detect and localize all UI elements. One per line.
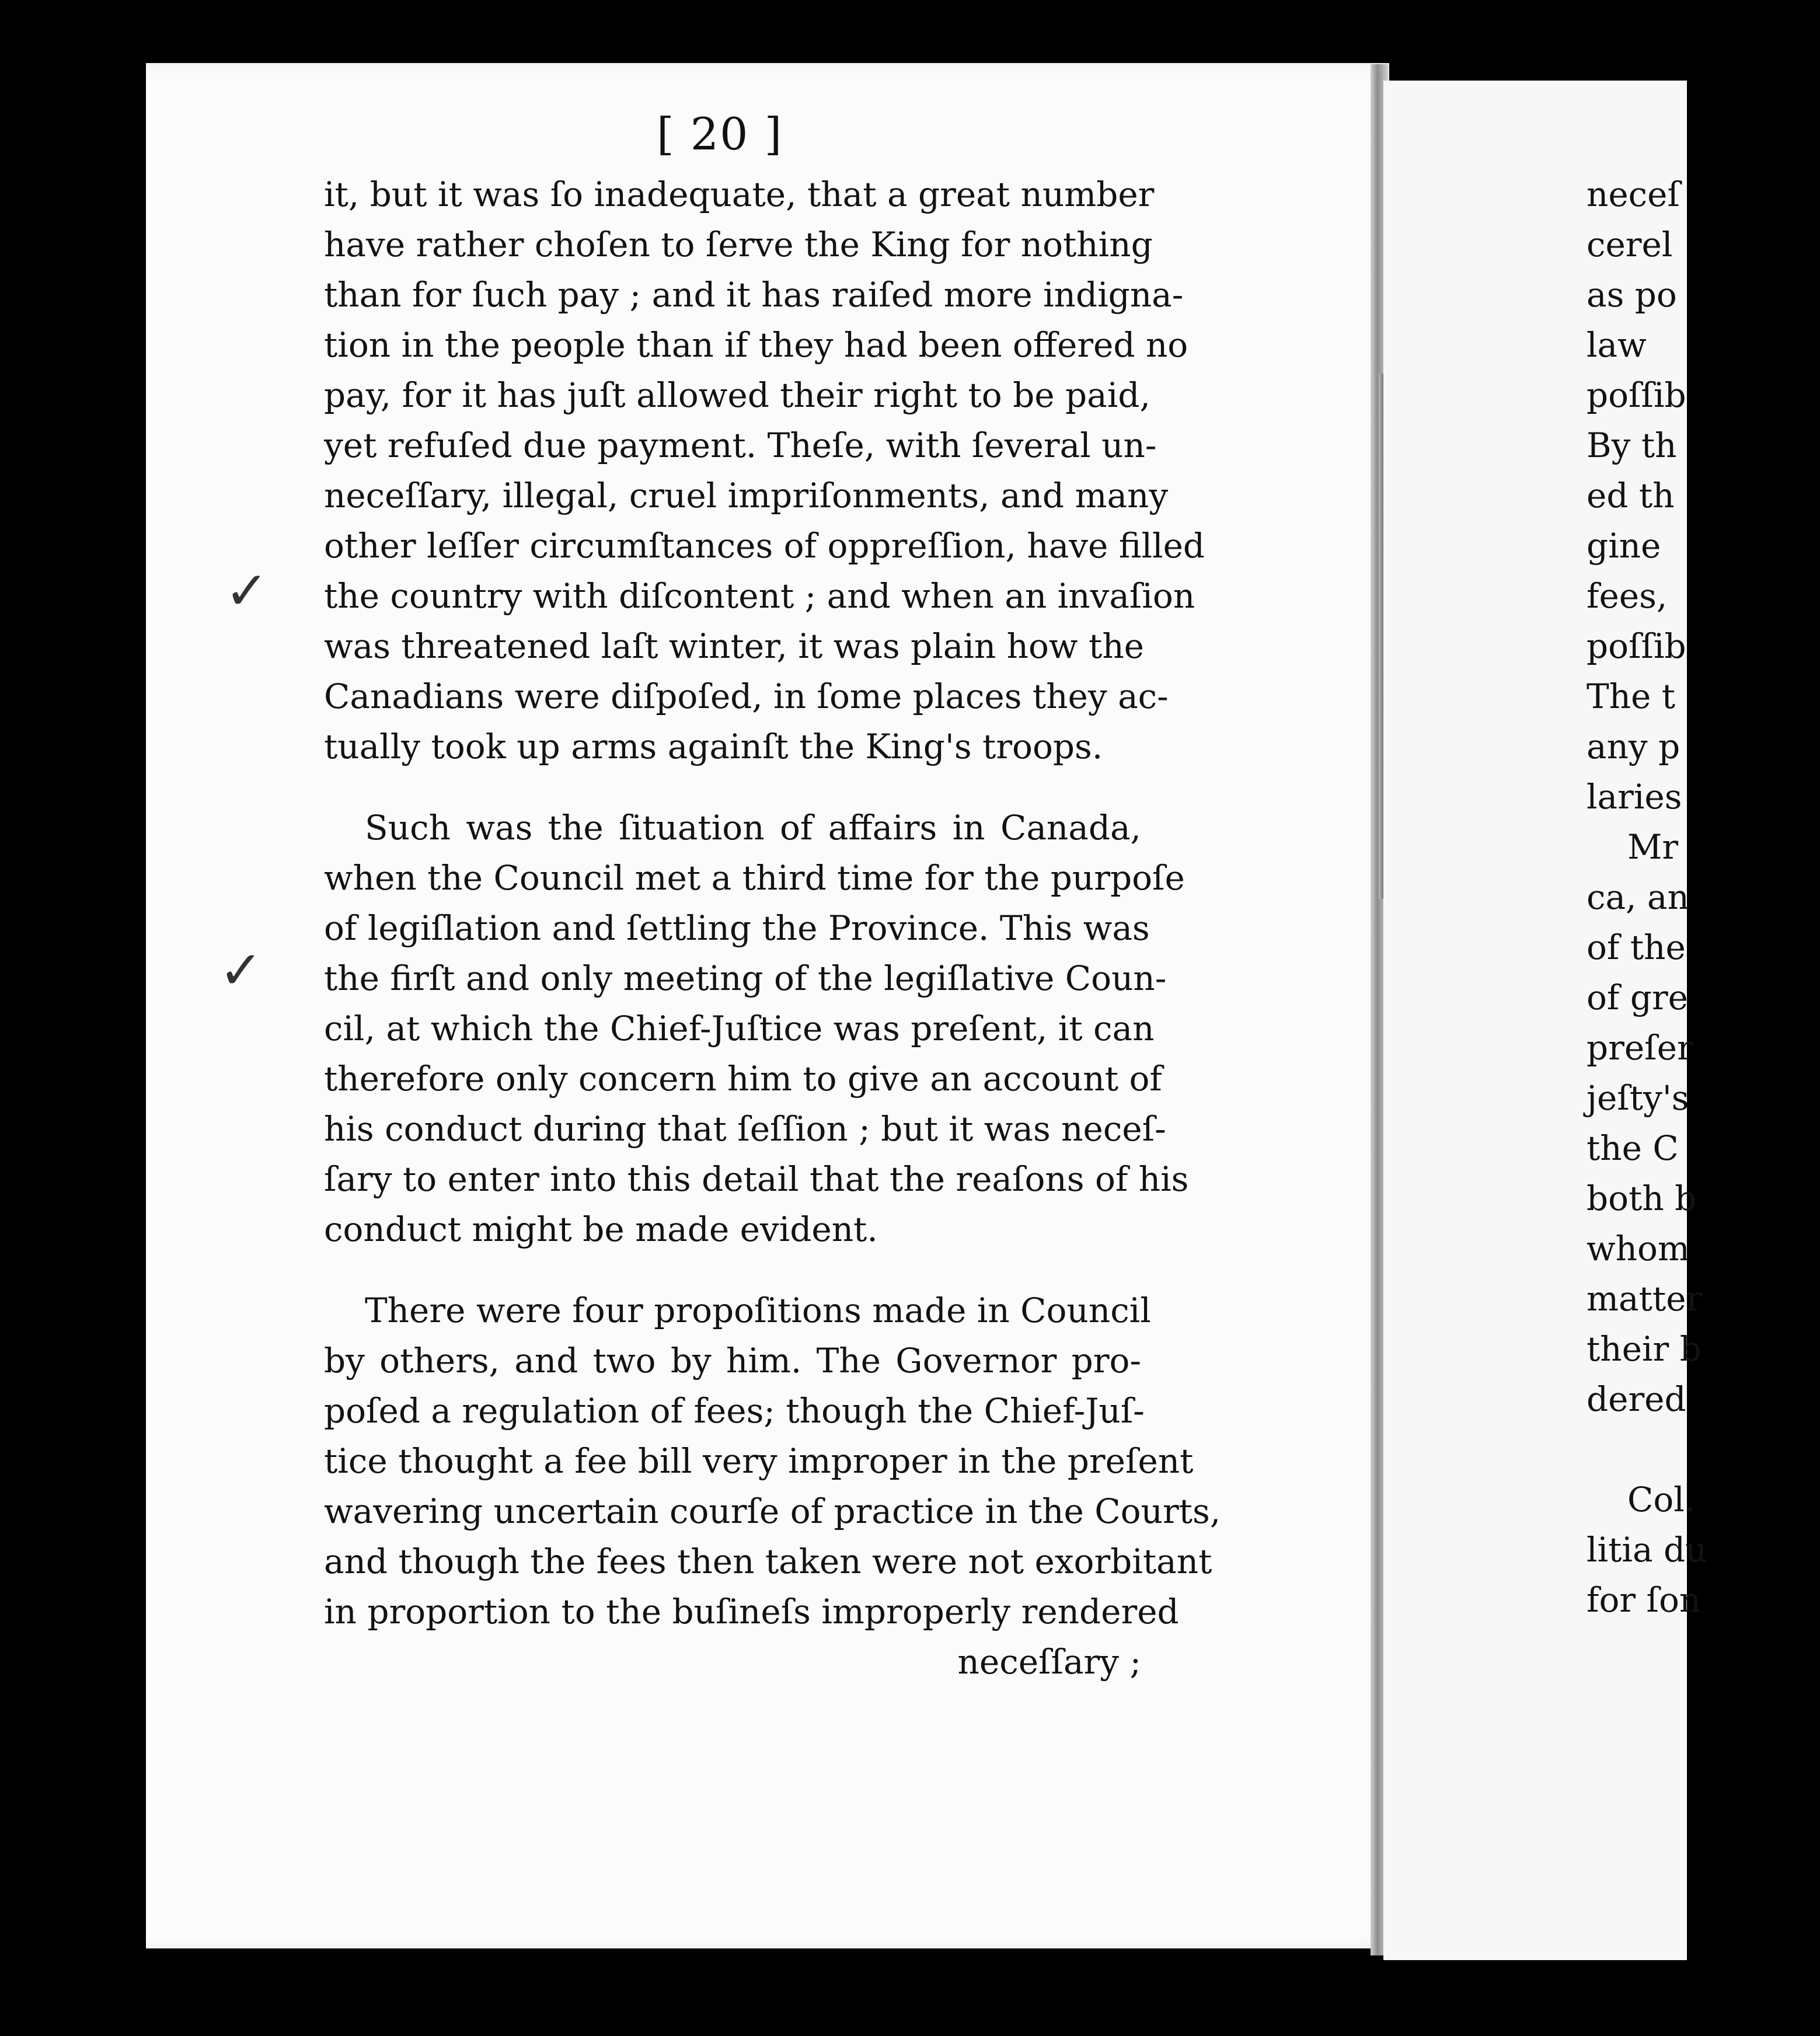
text-line: poſed a regulation of fees; though the Chief-Juſ- [324, 1391, 1145, 1431]
text-line: of gre [1587, 978, 1688, 1017]
text-line: preſer [1587, 1028, 1693, 1068]
text-line: Such was the ſituation of affairs in Canada, [365, 808, 1141, 848]
text-line: of the [1587, 928, 1686, 967]
text-line: the country with diſcontent ; and when an invaſion [324, 576, 1195, 616]
text-line: cil, at which the Chief-Juſtice was preſent, it can [324, 1009, 1155, 1048]
text-line: litia du [1587, 1530, 1707, 1570]
text-line [1587, 1424, 1820, 1474]
text-line: cerel [1587, 225, 1673, 264]
text-line: their b [1587, 1329, 1702, 1369]
text-line: the firſt and only meeting of the legiſlative Coun- [324, 958, 1167, 998]
text-line: The t [1587, 677, 1676, 716]
text-line: There were four propoſitions made in Council [365, 1291, 1151, 1330]
text-line: neceſ [1587, 175, 1680, 214]
text-line: laries [1587, 777, 1682, 817]
text-line: both b [1587, 1179, 1697, 1218]
catchword: neceſſary ; [957, 1642, 1141, 1682]
text-line: tice thought a fee bill very improper in the preſent [324, 1441, 1194, 1481]
text-line: have rather choſen to ſerve the King for nothing [324, 225, 1153, 264]
text-line: was threatened laſt winter, it was plain how the [324, 626, 1144, 666]
paragraph-gap [324, 772, 1141, 803]
text-line: ſary to enter into this detail that the reaſons of his [324, 1159, 1189, 1199]
text-line: Col. [1627, 1480, 1696, 1519]
text-line: in proportion to the buſineſs improperly rendered [324, 1592, 1179, 1631]
text-line: as po [1587, 275, 1677, 315]
text-line: conduct might be made evident. [324, 1209, 878, 1249]
text-line: tually took up arms againſt the King's troops. [324, 727, 1103, 766]
text-line: other leſſer circumſtances of oppreſſion, have filled [324, 526, 1205, 566]
paragraph-2 [324, 803, 1189, 1254]
left-page-text [324, 169, 1221, 1687]
text-line: gine [1587, 526, 1661, 566]
text-line: fees, [1587, 576, 1668, 616]
text-line: when the Council met a third time for the purpoſe [324, 858, 1185, 898]
page-number: [ 20 ] [657, 108, 783, 160]
text-line: neceſſary, illegal, cruel impriſonments, and many [324, 476, 1169, 515]
text-line: wavering uncertain courſe of practice in the Courts, [324, 1491, 1221, 1531]
text-line: pay, for it has juſt allowed their right to be paid, [324, 375, 1150, 415]
text-line: for ſon [1587, 1580, 1702, 1620]
text-line: of legiſlation and ſettling the Province. This was [324, 908, 1150, 948]
right-page-text [1587, 169, 1820, 1625]
text-line: any p [1587, 727, 1680, 766]
text-line: poſſib [1587, 375, 1686, 415]
text-line: by others, and two by him. The Governor pro- [324, 1341, 1141, 1380]
text-line: poſſib [1587, 626, 1686, 666]
text-line: Mr [1627, 827, 1679, 867]
text-line: By th [1587, 426, 1677, 465]
text-line: whom [1587, 1229, 1690, 1268]
text-line: ed th [1587, 476, 1675, 515]
text-line: jeſty's [1587, 1078, 1689, 1118]
paragraph-3 [324, 1285, 1221, 1637]
text-line: yet refuſed due payment. Theſe, with ſeveral un- [324, 426, 1157, 465]
text-line: it, but it was ſo inadequate, that a great number [324, 175, 1155, 214]
text-line: law [1587, 325, 1647, 365]
paragraph-gap [324, 1254, 1141, 1285]
text-line: the C [1587, 1128, 1679, 1168]
text-line: tion in the people than if they had been offered no [324, 325, 1188, 365]
text-line: therefore only concern him to give an account of [324, 1059, 1162, 1099]
text-line: Canadians were diſpoſed, in ſome places they ac- [324, 677, 1169, 716]
text-line: ca, an [1587, 877, 1689, 917]
margin-check-mark: ✓ [225, 560, 269, 622]
text-line: than for ſuch pay ; and it has raiſed more indigna- [324, 275, 1184, 315]
margin-check-mark: ✓ [219, 940, 263, 1001]
text-line: his conduct during that ſeſſion ; but it was neceſ- [324, 1109, 1166, 1149]
text-line: matter [1587, 1279, 1703, 1319]
text-line: and though the fees then taken were not exorbitant [324, 1542, 1212, 1581]
text-line: dered [1587, 1379, 1686, 1419]
paragraph-1 [324, 169, 1205, 772]
